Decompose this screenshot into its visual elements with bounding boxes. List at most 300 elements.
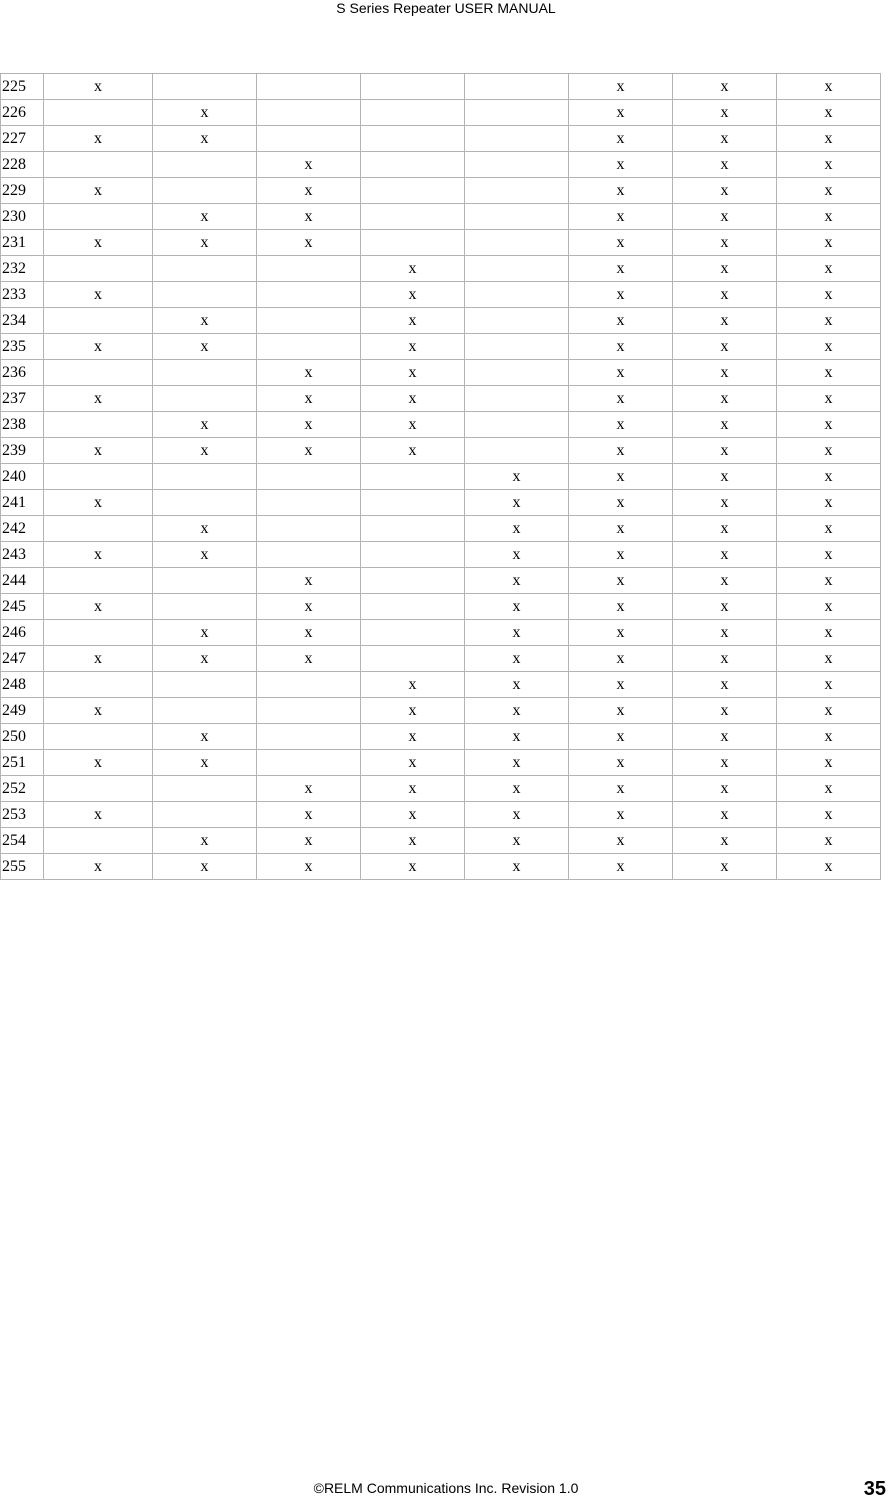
row-number-cell: 244 <box>1 568 44 594</box>
table-cell: x <box>569 308 673 334</box>
table-cell: x <box>465 750 569 776</box>
table-cell: x <box>361 438 465 464</box>
row-number-cell: 237 <box>1 386 44 412</box>
table-cell: x <box>465 724 569 750</box>
table-cell: x <box>777 646 881 672</box>
table-cell <box>257 542 361 568</box>
table-cell: x <box>44 126 153 152</box>
table-row <box>1 152 881 178</box>
table-cell <box>153 490 257 516</box>
table-row <box>1 412 881 438</box>
table-row <box>1 360 881 386</box>
table-row <box>1 672 881 698</box>
table-cell <box>465 74 569 100</box>
table-cell <box>257 308 361 334</box>
table-cell: x <box>153 230 257 256</box>
table-cell: x <box>465 646 569 672</box>
table-cell: x <box>777 178 881 204</box>
table-cell: x <box>44 542 153 568</box>
table-cell <box>257 516 361 542</box>
table-cell: x <box>361 256 465 282</box>
page-number: 35 <box>863 1478 886 1500</box>
table-cell: x <box>777 828 881 854</box>
table-cell: x <box>569 802 673 828</box>
table-cell: x <box>257 594 361 620</box>
table-cell <box>257 464 361 490</box>
row-number-cell: 229 <box>1 178 44 204</box>
table-cell <box>44 516 153 542</box>
table-cell: x <box>257 802 361 828</box>
row-number-cell: 248 <box>1 672 44 698</box>
table-cell: x <box>569 74 673 100</box>
table-cell: x <box>361 672 465 698</box>
table-cell: x <box>673 256 777 282</box>
table-cell: x <box>44 698 153 724</box>
row-number-cell: 252 <box>1 776 44 802</box>
table-cell <box>361 490 465 516</box>
table-row <box>1 750 881 776</box>
table-cell <box>361 230 465 256</box>
table-cell <box>153 568 257 594</box>
table-cell: x <box>777 620 881 646</box>
table-cell: x <box>569 646 673 672</box>
table-cell: x <box>673 308 777 334</box>
table-cell: x <box>153 542 257 568</box>
table-cell <box>44 568 153 594</box>
table-cell: x <box>777 568 881 594</box>
table-cell: x <box>257 620 361 646</box>
table-row <box>1 646 881 672</box>
table-cell: x <box>673 386 777 412</box>
table-cell: x <box>44 74 153 100</box>
table-cell: x <box>777 854 881 880</box>
table-cell: x <box>153 750 257 776</box>
table-cell: x <box>673 724 777 750</box>
table-cell: x <box>777 594 881 620</box>
table-cell: x <box>569 672 673 698</box>
table-cell: x <box>777 308 881 334</box>
table-cell: x <box>361 334 465 360</box>
table-cell: x <box>569 724 673 750</box>
table-row <box>1 334 881 360</box>
table-cell: x <box>361 308 465 334</box>
table-cell: x <box>569 464 673 490</box>
table-cell: x <box>569 360 673 386</box>
row-number-cell: 236 <box>1 360 44 386</box>
table-cell <box>465 256 569 282</box>
table-cell <box>361 568 465 594</box>
row-number-cell: 231 <box>1 230 44 256</box>
table-cell <box>361 464 465 490</box>
table-cell <box>153 464 257 490</box>
table-cell <box>44 256 153 282</box>
row-number-cell: 227 <box>1 126 44 152</box>
table-cell: x <box>777 360 881 386</box>
table-cell: x <box>257 386 361 412</box>
table-cell <box>44 100 153 126</box>
table-cell <box>44 412 153 438</box>
table-row <box>1 542 881 568</box>
table-cell <box>153 178 257 204</box>
table-cell <box>257 282 361 308</box>
table-row <box>1 178 881 204</box>
table-cell: x <box>569 178 673 204</box>
table-cell: x <box>44 230 153 256</box>
table-row <box>1 724 881 750</box>
table-cell <box>44 620 153 646</box>
table-cell <box>361 542 465 568</box>
table-cell <box>361 204 465 230</box>
table-cell: x <box>153 854 257 880</box>
table-cell: x <box>673 620 777 646</box>
code-table <box>0 73 881 880</box>
table-cell <box>153 386 257 412</box>
table-cell: x <box>361 698 465 724</box>
table-cell: x <box>569 386 673 412</box>
table-cell <box>465 126 569 152</box>
table-cell: x <box>465 568 569 594</box>
table-cell: x <box>569 516 673 542</box>
table-cell <box>153 152 257 178</box>
table-row <box>1 230 881 256</box>
table-cell: x <box>673 204 777 230</box>
table-cell: x <box>673 464 777 490</box>
table-cell: x <box>465 594 569 620</box>
table-cell <box>465 100 569 126</box>
table-row <box>1 828 881 854</box>
row-number-cell: 238 <box>1 412 44 438</box>
table-row <box>1 386 881 412</box>
table-cell <box>465 178 569 204</box>
row-number-cell: 253 <box>1 802 44 828</box>
table-cell: x <box>153 516 257 542</box>
table-cell: x <box>569 152 673 178</box>
table-cell: x <box>44 386 153 412</box>
table-cell: x <box>673 490 777 516</box>
table-cell <box>44 464 153 490</box>
table-cell: x <box>44 334 153 360</box>
table-cell: x <box>673 698 777 724</box>
table-cell <box>153 74 257 100</box>
table-cell: x <box>569 854 673 880</box>
table-cell: x <box>44 854 153 880</box>
table-cell <box>361 100 465 126</box>
page-footer <box>0 1480 892 1498</box>
table-cell <box>361 516 465 542</box>
table-cell <box>153 776 257 802</box>
table-cell <box>153 256 257 282</box>
table-cell: x <box>361 750 465 776</box>
row-number-cell: 234 <box>1 308 44 334</box>
table-cell: x <box>153 308 257 334</box>
row-number-cell: 245 <box>1 594 44 620</box>
table-cell <box>257 74 361 100</box>
table-cell: x <box>777 152 881 178</box>
table-row <box>1 74 881 100</box>
table-cell: x <box>569 282 673 308</box>
row-number-cell: 250 <box>1 724 44 750</box>
table-cell: x <box>361 802 465 828</box>
table-row <box>1 854 881 880</box>
table-row <box>1 204 881 230</box>
table-cell: x <box>465 828 569 854</box>
table-cell: x <box>44 438 153 464</box>
table-cell: x <box>569 698 673 724</box>
table-cell: x <box>777 256 881 282</box>
table-cell <box>257 698 361 724</box>
table-cell: x <box>673 282 777 308</box>
table-row <box>1 282 881 308</box>
table-cell: x <box>153 204 257 230</box>
table-cell <box>361 74 465 100</box>
table-cell: x <box>673 594 777 620</box>
table-cell: x <box>569 334 673 360</box>
table-row <box>1 308 881 334</box>
table-cell <box>257 100 361 126</box>
table-cell: x <box>153 126 257 152</box>
table-cell: x <box>569 204 673 230</box>
table-cell: x <box>465 854 569 880</box>
table-cell: x <box>777 724 881 750</box>
table-cell: x <box>673 776 777 802</box>
row-number-cell: 225 <box>1 74 44 100</box>
copyright-notice: ©RELM Communications Inc. Revision 1.0 <box>313 1480 579 1496</box>
table-cell: x <box>257 412 361 438</box>
table-cell: x <box>569 776 673 802</box>
table-cell: x <box>465 802 569 828</box>
table-cell: x <box>673 178 777 204</box>
table-cell: x <box>465 516 569 542</box>
table-cell <box>257 490 361 516</box>
row-number-cell: 233 <box>1 282 44 308</box>
table-row <box>1 776 881 802</box>
table-cell <box>153 594 257 620</box>
table-cell: x <box>777 672 881 698</box>
table-cell: x <box>777 490 881 516</box>
table-cell: x <box>257 178 361 204</box>
table-cell <box>257 724 361 750</box>
table-cell: x <box>673 152 777 178</box>
table-cell: x <box>777 74 881 100</box>
table-row <box>1 802 881 828</box>
table-cell <box>44 828 153 854</box>
row-number-cell: 243 <box>1 542 44 568</box>
table-cell: x <box>361 282 465 308</box>
table-cell: x <box>777 802 881 828</box>
table-cell <box>257 126 361 152</box>
table-cell <box>465 308 569 334</box>
table-row <box>1 100 881 126</box>
row-number-cell: 226 <box>1 100 44 126</box>
table-cell: x <box>777 126 881 152</box>
table-cell: x <box>153 412 257 438</box>
table-cell <box>361 594 465 620</box>
table-row <box>1 464 881 490</box>
table-cell: x <box>673 126 777 152</box>
table-cell: x <box>673 334 777 360</box>
table-cell: x <box>673 516 777 542</box>
table-cell <box>153 672 257 698</box>
row-number-cell: 242 <box>1 516 44 542</box>
table-cell: x <box>569 594 673 620</box>
table-row <box>1 516 881 542</box>
table-cell: x <box>361 360 465 386</box>
table-cell: x <box>257 204 361 230</box>
table-cell <box>465 412 569 438</box>
table-cell <box>361 152 465 178</box>
table-cell: x <box>569 126 673 152</box>
table-cell: x <box>673 100 777 126</box>
table-cell: x <box>44 750 153 776</box>
table-cell <box>257 334 361 360</box>
table-cell: x <box>569 568 673 594</box>
table-cell: x <box>777 776 881 802</box>
row-number-cell: 235 <box>1 334 44 360</box>
table-cell: x <box>777 464 881 490</box>
table-cell: x <box>673 74 777 100</box>
table-cell: x <box>361 386 465 412</box>
table-cell: x <box>257 776 361 802</box>
row-number-cell: 249 <box>1 698 44 724</box>
table-cell <box>153 802 257 828</box>
row-number-cell: 239 <box>1 438 44 464</box>
table-cell <box>153 282 257 308</box>
table-cell: x <box>153 724 257 750</box>
table-row <box>1 568 881 594</box>
table-cell: x <box>153 334 257 360</box>
table-cell: x <box>361 724 465 750</box>
table-cell <box>257 256 361 282</box>
table-cell <box>465 360 569 386</box>
table-cell: x <box>257 568 361 594</box>
table-cell <box>465 230 569 256</box>
table-row <box>1 438 881 464</box>
table-cell: x <box>569 620 673 646</box>
table-cell: x <box>257 230 361 256</box>
table-cell: x <box>777 698 881 724</box>
table-cell <box>257 672 361 698</box>
table-cell <box>465 438 569 464</box>
table-cell: x <box>257 438 361 464</box>
table-cell: x <box>673 672 777 698</box>
table-cell: x <box>569 230 673 256</box>
table-cell: x <box>465 620 569 646</box>
table-cell: x <box>777 516 881 542</box>
table-cell: x <box>257 646 361 672</box>
table-row <box>1 256 881 282</box>
table-cell <box>153 698 257 724</box>
table-cell: x <box>465 776 569 802</box>
table-cell: x <box>673 568 777 594</box>
table-cell: x <box>465 490 569 516</box>
table-cell <box>153 360 257 386</box>
table-cell <box>44 204 153 230</box>
table-cell <box>361 646 465 672</box>
row-number-cell: 241 <box>1 490 44 516</box>
table-cell: x <box>673 646 777 672</box>
manual-title: S Series Repeater USER MANUAL <box>336 0 556 16</box>
table-cell: x <box>569 542 673 568</box>
table-cell: x <box>44 802 153 828</box>
row-number-cell: 228 <box>1 152 44 178</box>
table-cell: x <box>465 464 569 490</box>
table-cell <box>465 334 569 360</box>
table-cell: x <box>465 672 569 698</box>
table-cell: x <box>673 360 777 386</box>
table-row <box>1 698 881 724</box>
table-cell: x <box>569 828 673 854</box>
table-cell: x <box>361 412 465 438</box>
table-cell: x <box>777 100 881 126</box>
table-cell: x <box>465 542 569 568</box>
table-cell: x <box>569 100 673 126</box>
table-cell: x <box>44 594 153 620</box>
table-cell: x <box>777 230 881 256</box>
table-cell: x <box>673 750 777 776</box>
table-cell: x <box>44 490 153 516</box>
table-cell: x <box>673 828 777 854</box>
table-cell: x <box>257 360 361 386</box>
table-cell: x <box>361 828 465 854</box>
table-cell: x <box>673 802 777 828</box>
table-cell: x <box>153 438 257 464</box>
row-number-cell: 240 <box>1 464 44 490</box>
table-cell: x <box>777 334 881 360</box>
page-header <box>0 0 892 16</box>
table-cell: x <box>153 100 257 126</box>
table-cell: x <box>777 204 881 230</box>
table-row <box>1 620 881 646</box>
row-number-cell: 255 <box>1 854 44 880</box>
table-cell: x <box>673 412 777 438</box>
table-cell: x <box>673 438 777 464</box>
table-cell: x <box>569 750 673 776</box>
table-cell <box>361 126 465 152</box>
table-cell <box>361 178 465 204</box>
table-cell: x <box>465 698 569 724</box>
table-cell: x <box>153 646 257 672</box>
table-cell: x <box>44 178 153 204</box>
table-cell: x <box>361 854 465 880</box>
table-cell: x <box>257 854 361 880</box>
row-number-cell: 230 <box>1 204 44 230</box>
table-cell: x <box>777 282 881 308</box>
row-number-cell: 254 <box>1 828 44 854</box>
table-cell: x <box>673 542 777 568</box>
table-cell <box>44 152 153 178</box>
table-cell <box>44 308 153 334</box>
table-cell <box>257 750 361 776</box>
table-cell <box>465 282 569 308</box>
table-cell: x <box>777 438 881 464</box>
row-number-cell: 246 <box>1 620 44 646</box>
table-cell: x <box>44 282 153 308</box>
table-cell: x <box>777 412 881 438</box>
table-cell <box>44 360 153 386</box>
table-row <box>1 594 881 620</box>
table-cell: x <box>673 230 777 256</box>
table-cell <box>361 620 465 646</box>
table-cell: x <box>777 386 881 412</box>
row-number-cell: 251 <box>1 750 44 776</box>
table-cell: x <box>44 646 153 672</box>
table-cell: x <box>257 152 361 178</box>
table-cell: x <box>569 438 673 464</box>
table-cell: x <box>153 620 257 646</box>
table-cell: x <box>153 828 257 854</box>
table-cell <box>465 386 569 412</box>
table-cell: x <box>777 542 881 568</box>
